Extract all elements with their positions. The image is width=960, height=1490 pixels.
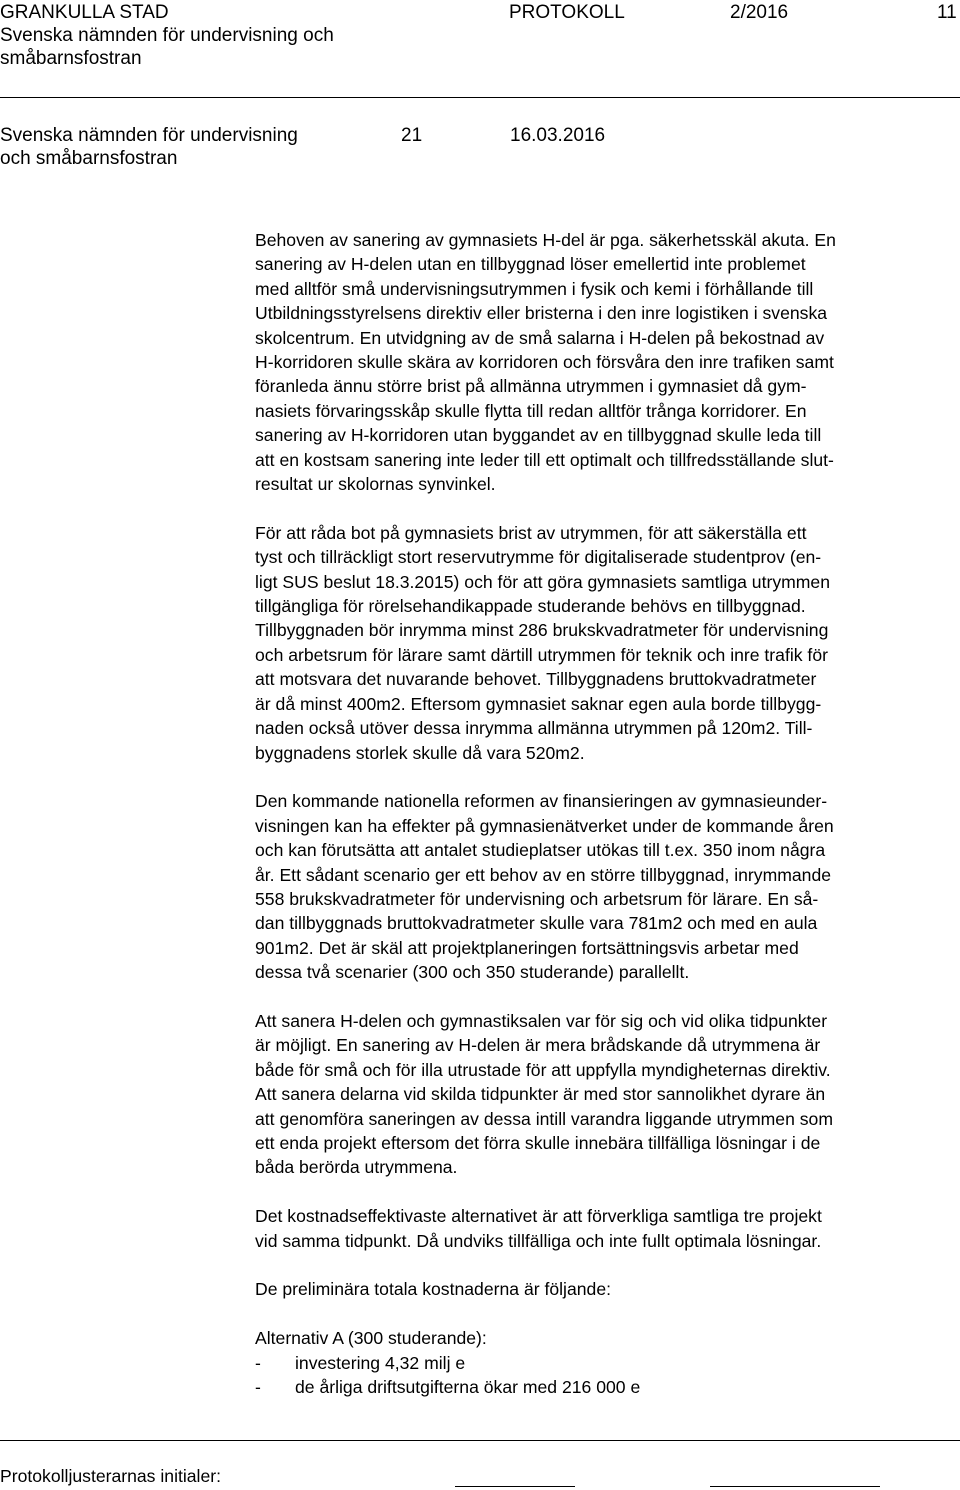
paragraph-line: Den kommande nationella reformen av finansieringen av gymnasieunder- bbox=[255, 791, 828, 812]
document-type: PROTOKOLL bbox=[509, 2, 625, 23]
paragraph-line: att genomföra saneringen av dessa intill varandra liggande utrymmen som bbox=[255, 1108, 833, 1129]
paragraph-line: är möjligt. En sanering av H-delen är mera brådskande då utrymmena är bbox=[255, 1035, 821, 1056]
alternative-a-heading: Alternativ A (300 studerande): bbox=[255, 1328, 487, 1349]
paragraph-line: sanering av H-korridoren utan byggandet av en tillbyggnad skulle leda till bbox=[255, 425, 822, 446]
paragraph-line: tillgängliga för rörelsehandikappade studerande behövs en tillbyggnad. bbox=[255, 596, 806, 617]
protocol-body bbox=[255, 228, 955, 1399]
paragraph-line: är då minst 400m2. Eftersom gymnasiet saknar egen aula borde tillbygg- bbox=[255, 693, 822, 714]
list-item-text: de årliga driftsutgifterna ökar med 216 000 e bbox=[295, 1377, 641, 1397]
list-dash: - bbox=[255, 1377, 261, 1397]
meeting-body-line-1: Svenska nämnden för undervisning bbox=[0, 125, 298, 146]
paragraph-line: H-korridoren skulle skära av korridoren och försvåra den inre trafiken samt bbox=[255, 352, 834, 373]
paragraph-line: resultat ur skolornas synvinkel. bbox=[255, 474, 496, 495]
paragraph-line: skolcentrum. En utvidgning av de små salarna i H-delen på bekostnad av bbox=[255, 327, 825, 348]
paragraph-line: 901m2. Det är skäl att projektplaneringen fortsättningsvis arbetar med bbox=[255, 937, 799, 958]
paragraph-line: dan tillbyggnads bruttokvadratmeter skulle vara 781m2 och med en aula bbox=[255, 913, 818, 934]
paragraph-line: Det kostnadseffektivaste alternativet är att förverkliga samtliga tre projekt bbox=[255, 1206, 822, 1227]
paragraph-line: ligt SUS beslut 18.3.2015) och för att göra gymnasiets samtliga utrymmen bbox=[255, 571, 831, 592]
alternative-a-list bbox=[255, 1351, 955, 1400]
page-number: 11 bbox=[937, 2, 957, 23]
paragraph-line: och arbetsrum för lärare samt därtill utrymmen för teknik och inre trafik för bbox=[255, 644, 828, 665]
header-divider bbox=[0, 97, 960, 98]
paragraph-line: Utbildningsstyrelsens direktiv eller bristerna i den inre logistiken i svenska bbox=[255, 303, 828, 324]
list-item bbox=[255, 1351, 955, 1375]
paragraph-line: att en kostsam sanering inte leder till ett optimalt och tillfredsställande slut- bbox=[255, 449, 834, 470]
department-line-2: småbarnsfostran bbox=[0, 48, 142, 69]
paragraph-line: nasiets förvaringsskåp skulle flytta till redan alltför trånga korridorer. En bbox=[255, 400, 807, 421]
paragraph-line: och kan förutsätta att antalet studieplatser utökas till t.ex. 350 inom några bbox=[255, 840, 826, 861]
paragraph-line: år. Ett sådant scenario ger ett behov av en större tillbyggnad, inrymmande bbox=[255, 864, 832, 885]
paragraph-line: För att råda bot på gymnasiets brist av utrymmen, för att säkerställa ett bbox=[255, 522, 807, 543]
meeting-date: 16.03.2016 bbox=[510, 125, 606, 146]
paragraph-line: Behoven av sanering av gymnasiets H-del är pga. säkerhetsskäl akuta. En bbox=[255, 230, 836, 250]
initials-line-1 bbox=[455, 1486, 575, 1487]
section-number: 21 bbox=[401, 125, 423, 146]
list-dash: - bbox=[255, 1352, 261, 1373]
paragraph-line: att motsvara det nuvarande behovet. Tillbyggnadens bruttokvadratmeter bbox=[255, 669, 817, 690]
paragraph bbox=[255, 1277, 955, 1301]
initials-line-2 bbox=[710, 1486, 880, 1487]
paragraph bbox=[255, 789, 955, 984]
footer-divider bbox=[0, 1440, 960, 1441]
paragraph-line: föranleda ännu större brist på allmänna utrymmen i gymnasiet då gym- bbox=[255, 376, 807, 397]
paragraph bbox=[255, 521, 955, 765]
paragraph-line: byggnadens storlek skulle då vara 520m2. bbox=[255, 742, 585, 763]
paragraph-line: 558 brukskvadratmeter för undervisning och arbetsrum för lärare. En så- bbox=[255, 888, 819, 909]
paragraph-line: Att sanera H-delen och gymnastiksalen var för sig och vid olika tidpunkter bbox=[255, 1010, 828, 1031]
paragraph-line: De preliminära totala kostnaderna är följande: bbox=[255, 1279, 611, 1300]
list-item bbox=[255, 1375, 955, 1399]
paragraph-line: båda berörda utrymmena. bbox=[255, 1157, 458, 1178]
paragraph-line: sanering av H-delen utan en tillbyggnad löser emellertid inte problemet bbox=[255, 254, 806, 275]
list-item-text: investering 4,32 milj e bbox=[295, 1352, 466, 1373]
meeting-body-line-2: och småbarnsfostran bbox=[0, 148, 178, 169]
paragraph-line: visningen kan ha effekter på gymnasienätverket under de kommande åren bbox=[255, 815, 834, 836]
paragraph bbox=[255, 1204, 955, 1253]
paragraph-line: ett enda projekt eftersom det förra skulle innebära tillfälliga lösningar i de bbox=[255, 1132, 821, 1153]
paragraph-line: både för små och för illa utrustade för att uppfylla myndigheternas direktiv. bbox=[255, 1059, 831, 1080]
paragraph-line: Att sanera delarna vid skilda tidpunkter är med stor sannolikhet dyrare än bbox=[255, 1084, 826, 1105]
paragraph-line: naden också utöver dessa inrymma allmänna utrymmen på 120m2. Till- bbox=[255, 718, 813, 739]
paragraph-line: vid samma tidpunkt. Då undviks tillfälliga och inte fullt optimala lösningar. bbox=[255, 1230, 822, 1251]
paragraphs bbox=[255, 228, 955, 1302]
paragraph-line: tyst och tillräckligt stort reservutrymme för digitaliserade studentprov (en- bbox=[255, 547, 822, 568]
paragraph-line: Tillbyggnaden bör inrymma minst 286 brukskvadratmeter för undervisning bbox=[255, 620, 829, 641]
paragraph bbox=[255, 1009, 955, 1180]
paragraph-line: med alltför små undervisningsutrymmen i fysik och kemi i förhållande till bbox=[255, 278, 814, 299]
paragraph bbox=[255, 228, 955, 496]
paragraph-line: dessa två scenarier (300 och 350 studerande) parallellt. bbox=[255, 962, 690, 983]
org-name: GRANKULLA STAD bbox=[0, 2, 169, 23]
document-number: 2/2016 bbox=[730, 2, 789, 23]
department-line-1: Svenska nämnden för undervisning och bbox=[0, 25, 334, 46]
initials-label: Protokolljusterarnas initialer: bbox=[0, 1466, 221, 1486]
